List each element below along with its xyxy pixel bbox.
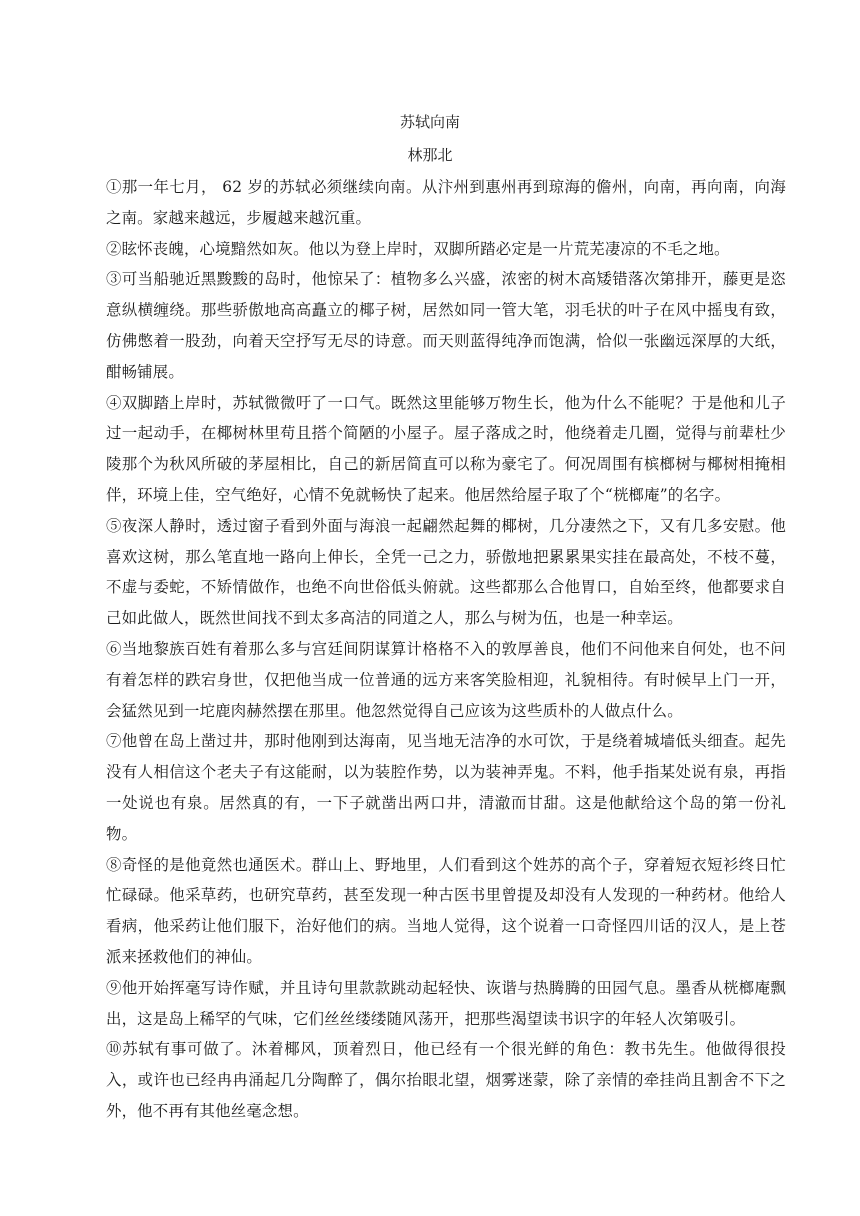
paragraph-7: ⑦他曾在岛上凿过井，那时他刚到达海南，见当地无洁净的水可饮，于是绕着城墙低头细查。起先没有人相信这个老夫子有这能耐，以为装腔作势，以为装神弄鬼。不料，他手指某处说有泉，再指一处说也有泉。居然真的有，一下子就凿出两口井，清澈而甘甜。这是他献给这个岛的第一份礼物。 [106,732,786,843]
paragraph-1: ①那一年七月， 62 岁的苏轼必须继续向南。从汴州到惠州再到琼海的儋州，向南，再向南，向海之南。家越来越远，步履越来越沉重。 [106,178,786,227]
paragraph-2: ②眩怀丧魄，心境黯然如灰。他以为登上岸时，双脚所踏必定是一片荒芜凄凉的不毛之地。 [106,239,730,258]
paragraph-6: ⑥当地黎族百姓有着那么多与宫廷间阴谋算计格格不入的敦厚善良，他们不问他来自何处，也不问有着怎样的跌宕身世，仅把他当成一位普通的远方来客笑脸相迎，礼貌相待。有时候早上门一开，会猛然见到一坨鹿肉赫然摆在那里。他忽然觉得自己应该为这些质朴的人做点什么。 [106,639,786,720]
article-title: 苏轼向南 [399,113,460,131]
paragraph-3: ③可当船驰近黑黢黢的岛时，他惊呆了：植物多么兴盛，浓密的树木高矮错落次第排开，藤更是恣意纵横缠绕。那些骄傲地高高矗立的椰子树，居然如同一管大笔，羽毛状的叶子在风中摇曳有致，仿佛憋着一股劲，向着天空抒写无尽的诗意。而天则蓝得纯净而饱满，恰似一张幽远深厚的大纸，酣畅铺展。 [106,270,786,381]
paragraph-8: ⑧奇怪的是他竟然也通医术。群山上、野地里，人们看到这个姓苏的高个子，穿着短衣短衫终日忙忙碌碌。他采草药，也研究草药，甚至发现一种古医书里曾提及却没有人发现的一种药材。他给人看病，他采药让他们服下，治好他们的病。当地人觉得，这个说着一口奇怪四川话的汉人，是上苍派来拯救他们的神仙。 [106,855,786,966]
paragraph-5: ⑤夜深人静时，透过窗子看到外面与海浪一起翩然起舞的椰树，几分凄然之下，又有几多安慰。他喜欢这树，那么笔直地一路向上伸长，全凭一己之力，骄傲地把累累果实挂在最高处，不枝不蔓，不虚与委蛇，不矫情做作，也绝不向世俗低头俯就。这些都那么合他胃口，自始至终，他都要求自己如此做人，既然世间找不到太多高洁的同道之人，那么与树为伍，也是一种幸运。 [106,516,786,628]
paragraph-9: ⑨他开始挥毫写诗作赋，并且诗句里款款跳动起轻快、诙谐与热腾腾的田园气息。墨香从桄榔庵飘出，这是岛上稀罕的气味，它们丝丝缕缕随风荡开，把那些渴望读书识字的年轻人次第吸引。 [106,978,786,1028]
article-body [106,172,786,1127]
paragraph-10: ⑩苏轼有事可做了。沐着椰风，顶着烈日，他已经有一个很光鲜的角色：教书先生。他做得很投入，或许也已经冉冉涌起几分陶醉了，偶尔抬眼北望，烟雾迷蒙，除了亲情的牵挂尚且割舍不下之外，他不再有其他丝毫念想。 [106,1040,786,1120]
article-author: 林那北 [407,146,453,164]
paragraph-4: ④双脚踏上岸时，苏轼微微吁了一口气。既然这里能够万物生长，他为什么不能呢？于是他和儿子过一起动手，在椰树林里苟且搭个简陋的小屋子。屋子落成之时，他绕着走几圈，觉得与前辈杜少陵那个为秋风所破的茅屋相比，自己的新居简直可以称为豪宅了。何况周围有槟榔树与椰树相掩相伴，环境上佳，空气绝好，心情不免就畅快了起来。他居然给屋子取了个“桄榔庵”的名字。 [106,393,786,504]
